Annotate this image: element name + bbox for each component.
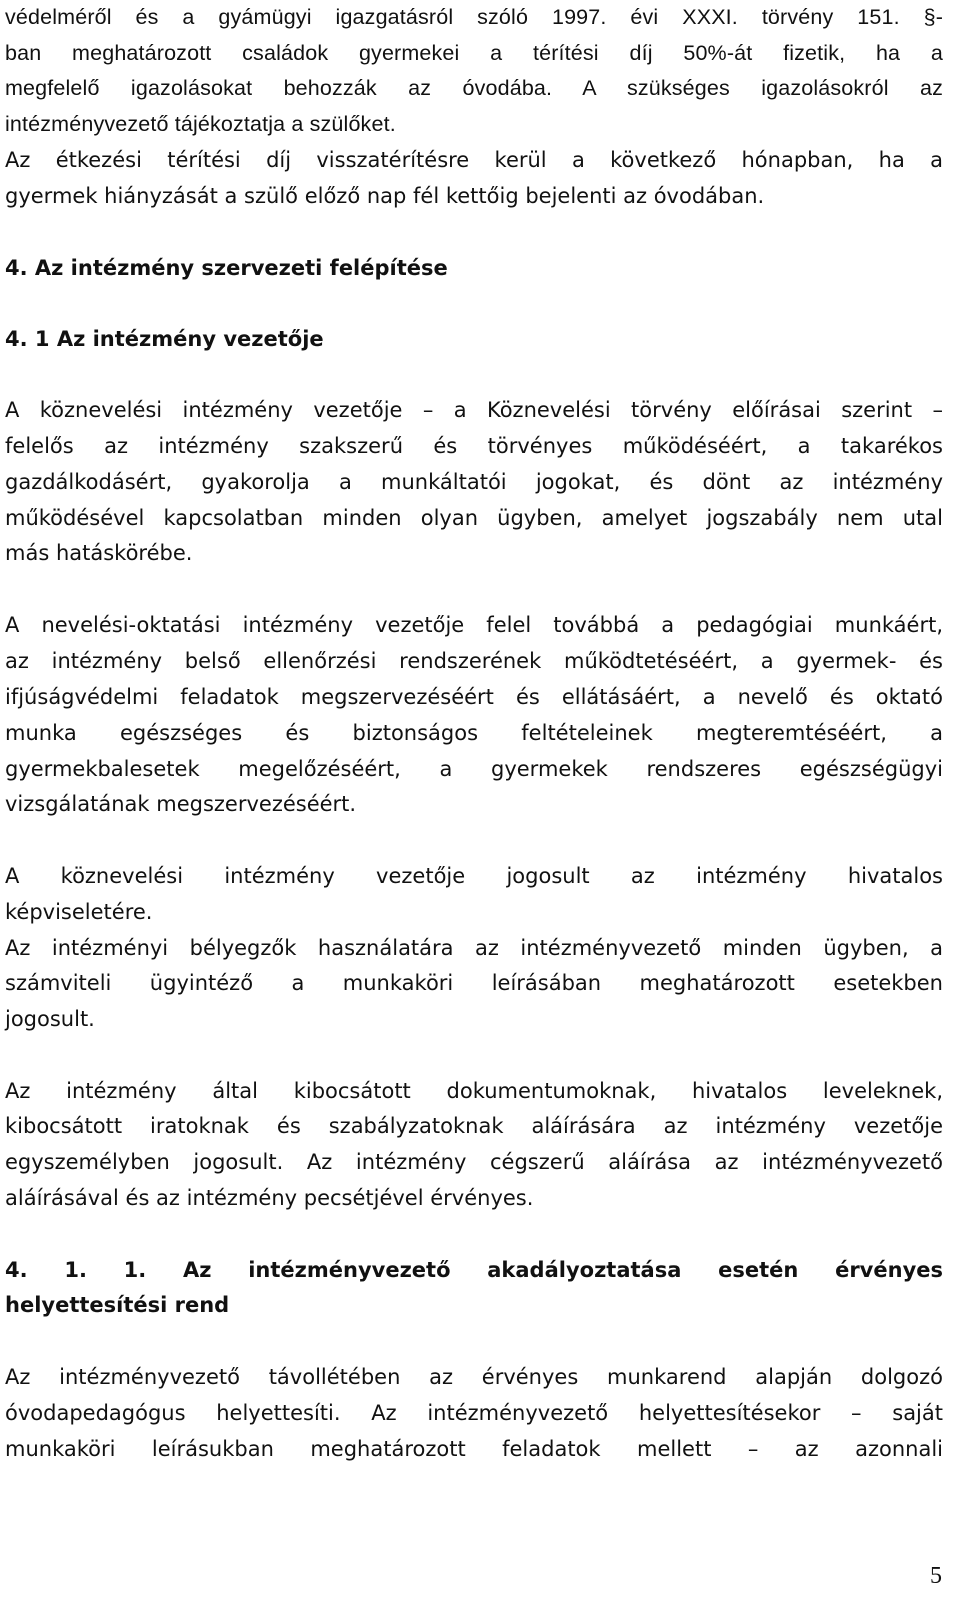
text-line: képviseletére. (5, 900, 153, 924)
text-line: Az intézményvezető távollétében az érvényes munkarend alapján dolgozó (5, 1365, 943, 1389)
text-line: gyermek hiányzását a szülő előző nap fél kettőig bejelenti az óvodában. (5, 184, 765, 208)
text-line: Az intézmény által kibocsátott dokumentumoknak, hivatalos leveleknek, (5, 1079, 943, 1103)
text-line: más hatáskörébe. (5, 541, 193, 565)
subsection-heading: 4. 1 Az intézmény vezetője (5, 327, 324, 351)
text-line: gyermekbalesetek megelőzéséért, a gyermekek rendszeres egészségügyi (5, 757, 943, 781)
text-line: aláírásával és az intézmény pecsétjével érvényes. (5, 1186, 534, 1210)
text-line: felelős az intézmény szakszerű és törvényes működéséért, a takarékos (5, 434, 943, 458)
text-line: gazdálkodásért, gyakorolja a munkáltatói jogokat, és dönt az intézmény (5, 470, 943, 494)
subsubsection-heading-continued: helyettesítési rend (5, 1293, 230, 1317)
page-number: 5 (930, 1563, 942, 1589)
text-line: jogosult. (5, 1007, 95, 1031)
text-line: munka egészséges és biztonságos feltételeinek megteremtéséért, a (5, 721, 943, 745)
text-line: az intézmény belső ellenőrzési rendszerének működtetéséért, a gyermek- és (5, 649, 943, 673)
text-line: munkaköri leírásukban meghatározott feladatok mellett – az azonnali (5, 1437, 943, 1461)
text-line: A köznevelési intézmény vezetője – a Köznevelési törvény előírásai szerint – (5, 398, 943, 422)
text-line: számviteli ügyintéző a munkaköri leírásában meghatározott esetekben (5, 971, 943, 995)
section-heading: 4. Az intézmény szervezeti felépítése (5, 256, 448, 280)
text-line: egyszemélyben jogosult. Az intézmény cégszerű aláírása az intézményvezető (5, 1150, 943, 1174)
text-line: vizsgálatának megszervezéséért. (5, 792, 357, 816)
text-line: működésével kapcsolatban minden olyan ügyben, amelyet jogszabály nem utal (5, 506, 943, 530)
text-line: óvodapedagógus helyettesíti. Az intézményvezető helyettesítésekor – saját (5, 1401, 943, 1425)
text-line: kibocsátott iratoknak és szabályzatoknak aláírására az intézmény vezetője (5, 1114, 943, 1138)
text-line: megfelelő igazolásokat behozzák az óvodába. A szükséges igazolásokról az (5, 76, 943, 100)
subsubsection-heading: 4. 1. 1. Az intézményvezető akadályoztatása esetén érvényes (5, 1258, 943, 1282)
text-line: Az intézményi bélyegzők használatára az intézményvezető minden ügyben, a (5, 936, 943, 960)
text-line: ban meghatározott családok gyermekei a térítési díj 50%-át fizetik, ha a (5, 41, 943, 65)
text-line: A nevelési-oktatási intézmény vezetője felel továbbá a pedagógiai munkáért, (5, 613, 943, 637)
text-line: ifjúságvédelmi feladatok megszervezéséért és ellátásáért, a nevelő és oktató (5, 685, 943, 709)
text-line: Az étkezési térítési díj visszatérítésre kerül a következő hónapban, ha a (5, 148, 943, 172)
text-line: védelméről és a gyámügyi igazgatásról szóló 1997. évi XXXI. törvény 151. §- (5, 5, 943, 29)
text-line: A köznevelési intézmény vezetője jogosult az intézmény hivatalos (5, 864, 943, 888)
text-line: intézményvezető tájékoztatja a szülőket. (5, 112, 396, 136)
